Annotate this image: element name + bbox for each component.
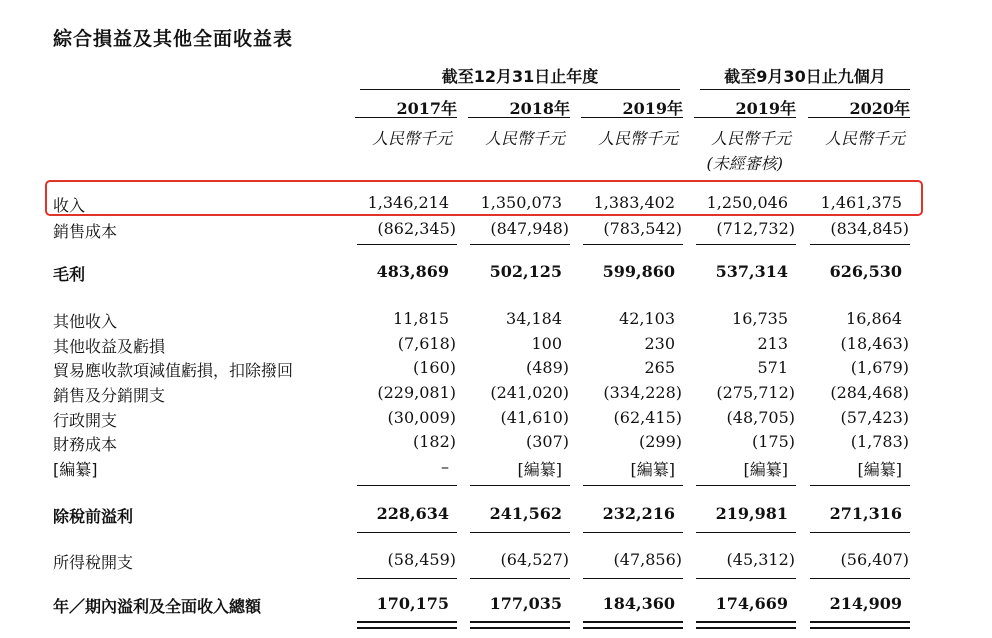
row-label: 收入: [53, 196, 86, 215]
table-cell: (45,312): [726, 550, 795, 569]
table-cell: (229,081): [377, 383, 456, 402]
table-cell: 271,316: [829, 504, 902, 523]
table-cell: 232,216: [602, 504, 675, 523]
table-cell: 184,360: [602, 594, 675, 613]
table-cell: 16,864: [846, 309, 902, 328]
subtotal-rule: [583, 485, 683, 486]
table-cell: (847,948): [490, 219, 569, 238]
table-cell: (299): [638, 432, 682, 451]
table-cell: [編纂]: [630, 460, 675, 479]
table-cell: (489): [525, 358, 569, 377]
row-label: 毛利: [53, 265, 86, 284]
currency-unit-label: 人民幣千元: [710, 129, 791, 148]
nine-month-header: 截至9月30日止九個月: [700, 64, 910, 90]
table-cell: 502,125: [489, 262, 562, 281]
table-cell: (862,345): [377, 219, 456, 238]
page-title: 綜合損益及其他全面收益表: [53, 28, 294, 50]
table-cell: 1,346,214: [367, 193, 449, 212]
double-underline: [696, 621, 796, 629]
year-column-header: 2018年: [468, 96, 570, 118]
subtotal-rule: [583, 532, 683, 533]
subtotal-rule: [357, 485, 457, 486]
row-label: 年／期內溢利及全面收入總額: [53, 597, 262, 616]
row-label: 銷售及分銷開支: [53, 386, 166, 405]
year-period-header: 截至12月31日止年度: [360, 64, 680, 90]
table-cell: 177,035: [489, 594, 562, 613]
table-cell: (57,423): [840, 408, 909, 427]
table-cell: 537,314: [715, 262, 788, 281]
table-cell: (275,712): [716, 383, 795, 402]
year-column-header: 2017年: [355, 96, 457, 118]
subtotal-rule: [583, 244, 683, 245]
table-cell: (47,856): [613, 550, 682, 569]
table-cell: (56,407): [840, 550, 909, 569]
table-cell: (334,228): [603, 383, 682, 402]
table-cell: 100: [531, 334, 562, 353]
subtotal-rule: [810, 578, 910, 579]
subtotal-rule: [357, 244, 457, 245]
table-cell: 11,815: [393, 309, 449, 328]
year-column-header: 2019年: [694, 96, 796, 118]
row-label: 其他收入: [53, 312, 118, 331]
subtotal-rule: [810, 532, 910, 533]
table-cell: (175): [751, 432, 795, 451]
subtotal-rule: [357, 532, 457, 533]
row-label: 其他收益及虧損: [53, 337, 166, 356]
table-cell: [編纂]: [857, 460, 902, 479]
currency-unit-label: 人民幣千元: [484, 129, 565, 148]
table-cell: 265: [644, 358, 675, 377]
table-cell: 1,461,375: [820, 193, 902, 212]
subtotal-rule: [470, 578, 570, 579]
double-underline: [470, 621, 570, 629]
double-underline: [357, 621, 457, 629]
unaudited-note: (未經審核): [706, 154, 783, 173]
table-cell: 626,530: [829, 262, 902, 281]
row-label: 除稅前溢利: [53, 507, 134, 526]
table-cell: (64,527): [500, 550, 569, 569]
table-cell: (307): [525, 432, 569, 451]
table-cell: 16,735: [732, 309, 788, 328]
row-label: 所得稅開支: [53, 553, 134, 572]
table-cell: 571: [757, 358, 788, 377]
table-cell: (58,459): [387, 550, 456, 569]
table-cell: (1,783): [850, 432, 909, 451]
table-cell: 483,869: [376, 262, 449, 281]
table-cell: (241,020): [490, 383, 569, 402]
row-label: 貿易應收款項減值虧損，扣除撥回: [53, 361, 294, 380]
subtotal-rule: [696, 244, 796, 245]
table-cell: (30,009): [387, 408, 456, 427]
currency-unit-label: 人民幣千元: [597, 129, 678, 148]
year-column-header: 2020年: [808, 96, 910, 118]
table-cell: 1,350,073: [480, 193, 562, 212]
table-cell: 599,860: [602, 262, 675, 281]
table-cell: 174,669: [715, 594, 788, 613]
table-cell: (284,468): [830, 383, 909, 402]
subtotal-rule: [357, 578, 457, 579]
row-label: [編纂]: [53, 460, 98, 479]
subtotal-rule: [470, 532, 570, 533]
table-cell: (7,618): [397, 334, 456, 353]
table-cell: 214,909: [829, 594, 902, 613]
subtotal-rule: [696, 532, 796, 533]
subtotal-rule: [470, 244, 570, 245]
table-cell: (48,705): [726, 408, 795, 427]
table-cell: (712,732): [716, 219, 795, 238]
table-cell: (1,679): [850, 358, 909, 377]
double-underline: [583, 621, 683, 629]
table-cell: (783,542): [603, 219, 682, 238]
year-column-header: 2019年: [581, 96, 683, 118]
table-cell: [編纂]: [517, 460, 562, 479]
subtotal-rule: [810, 244, 910, 245]
row-label: 財務成本: [53, 435, 118, 454]
double-underline: [810, 621, 910, 629]
subtotal-rule: [583, 578, 683, 579]
table-cell: (834,845): [830, 219, 909, 238]
table-cell: 42,103: [619, 309, 675, 328]
table-cell: (18,463): [840, 334, 909, 353]
table-cell: 241,562: [489, 504, 562, 523]
currency-unit-label: 人民幣千元: [371, 129, 452, 148]
row-label: 銷售成本: [53, 222, 118, 241]
revenue-highlight-box: [45, 180, 923, 216]
table-cell: 230: [644, 334, 675, 353]
table-cell: –: [441, 457, 449, 476]
table-cell: 170,175: [376, 594, 449, 613]
table-cell: (182): [412, 432, 456, 451]
table-cell: 228,634: [376, 504, 449, 523]
table-cell: (62,415): [613, 408, 682, 427]
table-cell: 1,250,046: [706, 193, 788, 212]
table-cell: 219,981: [715, 504, 788, 523]
table-cell: (41,610): [500, 408, 569, 427]
subtotal-rule: [470, 485, 570, 486]
table-cell: 213: [757, 334, 788, 353]
table-cell: [編纂]: [743, 460, 788, 479]
table-cell: 34,184: [506, 309, 562, 328]
subtotal-rule: [696, 485, 796, 486]
subtotal-rule: [810, 485, 910, 486]
subtotal-rule: [696, 578, 796, 579]
currency-unit-label: 人民幣千元: [824, 129, 905, 148]
table-cell: (160): [412, 358, 456, 377]
row-label: 行政開支: [53, 411, 118, 430]
table-cell: 1,383,402: [593, 193, 675, 212]
